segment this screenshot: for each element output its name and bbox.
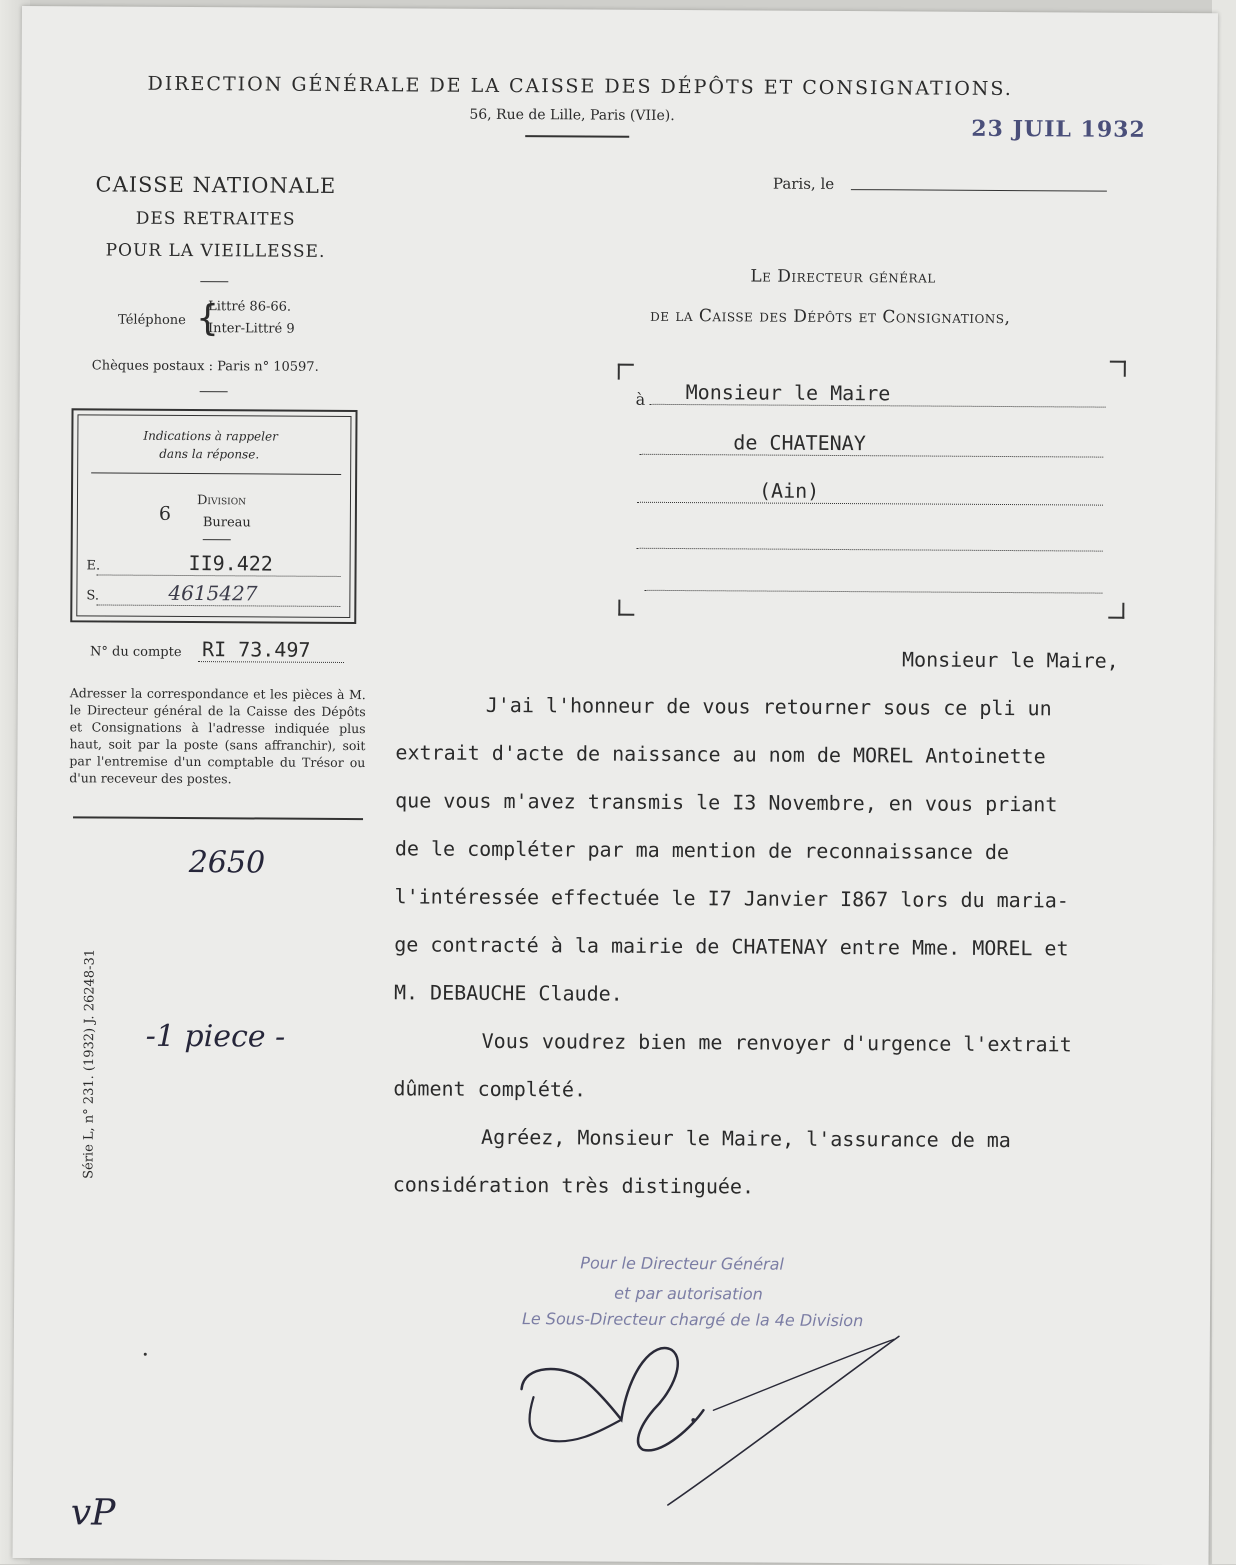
reference-instructions-line2: dans la réponse. [159,446,260,462]
address-corner-top-left [618,364,634,380]
recipient-line2: de CHATENAY [733,430,866,456]
s-reference-label: S. [86,588,100,604]
recipient-line3: (Ain) [758,478,820,503]
s-reference-value: 4615427 [168,580,258,606]
address-corner-bottom-left [618,600,634,616]
letter-line: considération très distinguée. [392,1172,755,1199]
address-line [637,502,1103,506]
recipient-prefix: à [635,389,646,409]
account-number-line [198,661,344,663]
date-blank-line [851,189,1107,192]
caisse-name-line3: POUR LA VIEILLESSE. [105,240,326,262]
reference-instructions-line1: Indications à rappeler [143,428,278,444]
address-line [644,590,1102,594]
letterhead-address: 56, Rue de Lille, Paris (VIIe). [469,106,675,124]
place-date-label: Paris, le [772,174,835,193]
date-stamp: 23 JUIL 1932 [971,115,1146,143]
signature-stamp-line2: et par autorisation [614,1283,763,1304]
address-line [637,548,1103,552]
letterhead-title: DIRECTION GÉNÉRALE DE LA CAISSE DES DÉPÔTS ET CONSIGNATIONS. [147,72,1013,101]
letter-salutation: Monsieur le Maire, [901,647,1119,673]
correspondence-notice: Adresser la correspondance et les pièces à M. le Directeur général de la Caisse des Dépôts et Consignations à l'adresse indiquée plus haut, soit par la poste (sans affranchir), soit par l'entremise d'un comptable du Trésor ou d'un receveur des postes. [69,685,366,787]
handwritten-number: 2650 [188,845,266,881]
letter-line: de le compléter par ma mention de reconnaissance de [394,836,1010,865]
telephone-number-1: Littré 86-66. [208,299,292,315]
handwritten-signature [503,1309,904,1521]
e-reference-label: E. [86,558,101,574]
divider [200,281,228,282]
letterhead-rule [525,135,629,138]
caisse-name-line1: CAISSE NATIONALE [95,172,337,198]
account-number-value: RI 73.497 [202,637,311,662]
divider [200,391,228,392]
cheques-postaux: Chèques postaux : Paris n° 10597. [91,358,319,375]
series-print-note: Série L, n° 231. (1932) J. 26248-31 [81,948,98,1179]
signature-stamp-line1: Pour le Directeur Général [580,1253,784,1274]
e-reference-value: II9.422 [188,551,273,576]
letter-line: M. DEBAUCHE Claude. [393,980,623,1006]
sender-title-line1: Le Directeur général [750,266,936,288]
telephone-number-2: Inter-Littré 9 [207,321,295,337]
letter-line: Vous voudrez bien me renvoyer d'urgence l'extrait [481,1028,1072,1057]
recipient-line1: Monsieur le Maire [685,380,891,406]
handwritten-initials: vP [70,1492,116,1534]
handwritten-pieces-note: -1 piece - [145,1018,286,1055]
reference-box [70,408,357,624]
letter-line: ge contracté à la mairie de CHATENAY entre Mme. MOREL et [394,932,1069,961]
ink-dot [144,1353,147,1356]
division-number: 6 [158,502,172,525]
caisse-name-line2: DES RETRAITES [135,208,296,230]
letter-sheet [13,6,1218,1565]
sender-title-line2: de la Caisse des Dépôts et Consignations, [650,305,1011,329]
brace-glyph: { [195,298,220,340]
address-line [639,454,1103,458]
letter-line: que vous m'avez transmis le I3 Novembre, en vous priant [395,788,1058,817]
letter-line: l'intéressée effectuée le I7 Janvier I867 lors du maria- [394,884,1069,913]
telephone-label: Téléphone [118,312,186,329]
signature-stamp-line3: Le Sous-Directeur chargé de la 4e Division [521,1309,864,1331]
letter-line: J'ai l'honneur de vous retourner sous ce pli un [485,692,1052,721]
letter-line: extrait d'acte de naissance au nom de MOREL Antoinette [395,740,1046,769]
division-label: Division [196,493,247,509]
letter-line: Agréez, Monsieur le Maire, l'assurance de ma [481,1124,1011,1153]
address-corner-top-right [1110,361,1126,377]
address-corner-bottom-right [1108,603,1124,619]
bureau-separator [203,539,231,540]
letter-line: dûment complété. [393,1076,587,1102]
address-line [650,404,1106,408]
bureau-label: Bureau [202,515,251,531]
notice-rule [73,816,363,820]
account-number-label: N° du compte [90,644,182,660]
